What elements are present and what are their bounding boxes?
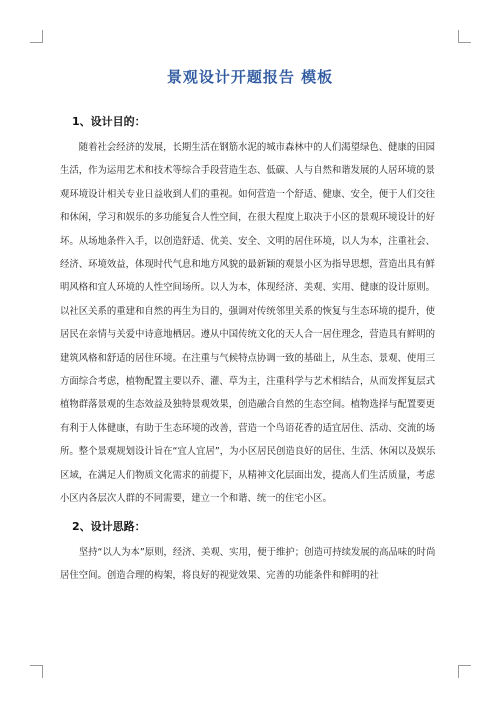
corner-mark-bottom-left <box>30 665 43 678</box>
section-heading-design-purpose: 1、设计目的： <box>72 115 146 128</box>
paragraph-design-purpose: 随着社会经济的发展，长期生活在钢筋水泥的城市森林中的人们渴望绿色、健康的田园生活，作为运用艺术和技术等综合手段营造生态、低碳、人与自然和谐发展的人居环境的景观环境设计相关专业日益收到人们的重视。如何营造一个舒适、健康、安全，便于人们交往和休闲，学习和娱乐的多功能复合人性空间，在很大程度上取决于小区的景观环境设计的好坏。从场地条件入手，以创造舒适、优美、安全、文明的居住环境，以人为本，注重社会、经济、环境效益，体现时代气息和地方风貌的最新颖的观景小区为指导思想，营造出具有鲜明风格和宜人环境的人性空间场所。以人为本，体现经济、美观、实用、健康的设计原则。以社区关系的重建和自然的再生为目的，强调对传统邻里关系的恢复与生态环境的提升，使居民在亲情与关爱中诗意地栖居。遵从中国传统文化的天人合一居住理念，营造具有鲜明的建筑风格和舒适的居住环境。在注重与气候特点协调一致的基础上，从生态、景观、使用三方面综合考虑，植物配置主要以乔、灌、草为主，注重科学与艺术相结合，从而发挥复层式植物群落景观的生态效益及独特景观效果，创造融合自然的生态空间。植物选择与配置要更有利于人体健康，有助于生态环境的改善，营造一个鸟语花香的适宜居住、活动、交流的场所。整个景观规划设计旨在“宜人宜居”，为小区居民创造良好的居住、生活、休闲以及娱乐区域，在满足人们物质文化需求的前提下，从精神文化层面出发，提高人们生活质量，考虑小区内各层次人群的不同需要，建立一个和谐、统一的住宅小区。 <box>60 142 436 505</box>
document-title: 景观设计开题报告 模板 <box>166 68 334 86</box>
section-heading-design-idea: 2、设计思路： <box>72 519 146 533</box>
corner-mark-top-right <box>458 30 471 43</box>
paragraph-design-idea: 坚持“以人为本”原则，经济、美观、实用，便于维护；创造可持续发展的高品味的时尚居住空间。创造合理的构架，将良好的视觉效果、完善的功能条件和鲜明的社 <box>60 546 436 581</box>
corner-mark-top-left <box>30 30 43 43</box>
document-body <box>60 110 440 587</box>
corner-mark-bottom-right <box>458 665 471 678</box>
